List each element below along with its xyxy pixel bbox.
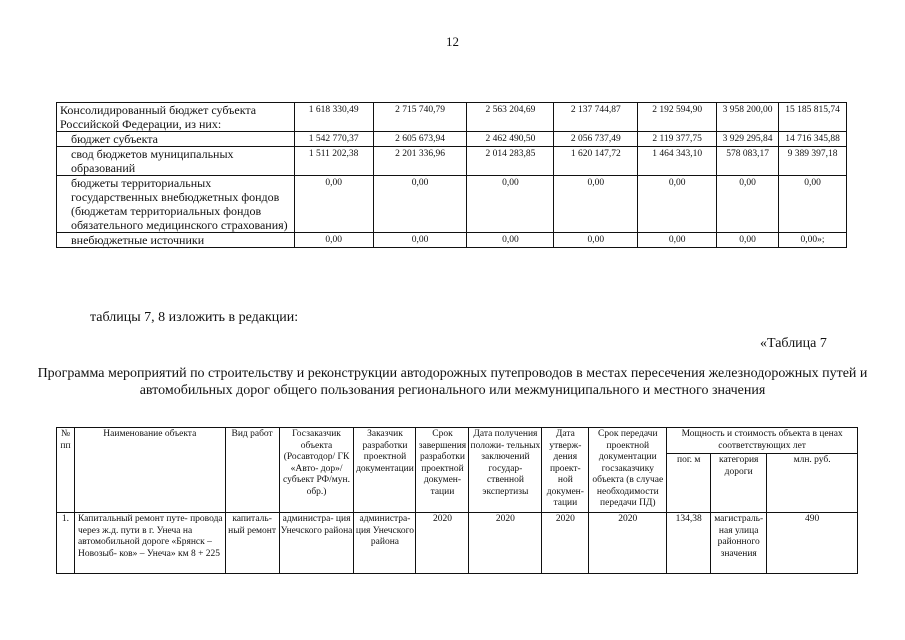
budget-value: 2 014 283,85 (467, 147, 554, 176)
header-road-category: категория дороги (711, 454, 767, 513)
header-design-deadline: Срок завершения разработки проектной докумен- тации (416, 428, 469, 513)
header-name: Наименование объекта (74, 428, 225, 513)
budget-row-label: Консолидированный бюджет субъекта Российской Федерации, из них: (57, 103, 295, 132)
budget-value: 2 605 673,94 (373, 132, 467, 147)
budget-value: 0,00»; (779, 233, 847, 248)
budget-value: 1 618 330,49 (294, 103, 373, 132)
row-approval-date: 2020 (542, 513, 589, 574)
budget-value: 15 185 815,74 (779, 103, 847, 132)
budget-value: 1 620 147,72 (554, 147, 638, 176)
row-design-customer: администра- ция Унечского района (354, 513, 416, 574)
budget-row (57, 176, 847, 233)
budget-value: 2 119 377,75 (638, 132, 717, 147)
header-length: пог. м (667, 454, 711, 513)
budget-value: 0,00 (779, 176, 847, 233)
budget-value: 578 083,17 (717, 147, 779, 176)
row-cost: 490 (767, 513, 858, 574)
header-expertise-date: Дата получения положи- тельных заключений государ- ственной экспертизы (469, 428, 542, 513)
budget-row-label: внебюджетные источники (57, 233, 295, 248)
header-capacity-group: Мощность и стоимость объекта в ценах соответствующих лет (667, 428, 858, 454)
row-road-category: магистраль- ная улица районного значения (711, 513, 767, 574)
budget-value: 2 715 740,79 (373, 103, 467, 132)
header-design-customer: Заказчик разработки проектной документации (354, 428, 416, 513)
budget-value: 1 542 770,37 (294, 132, 373, 147)
budget-row (57, 132, 847, 147)
budget-row (57, 147, 847, 176)
row-transfer-deadline: 2020 (589, 513, 667, 574)
budget-value: 3 958 200,00 (717, 103, 779, 132)
program-table (56, 427, 858, 574)
intro-text: таблицы 7, 8 изложить в редакции: (90, 310, 299, 325)
budget-value: 0,00 (294, 176, 373, 233)
budget-value: 0,00 (467, 176, 554, 233)
header-approval-date: Дата утверж- дения проект- ной докумен- тации (542, 428, 589, 513)
program-header-row (57, 428, 858, 454)
page-number: 12 (446, 34, 459, 49)
row-length: 134,38 (667, 513, 711, 574)
budget-value: 0,00 (717, 176, 779, 233)
budget-row (57, 233, 847, 248)
program-row (57, 513, 858, 574)
row-customer: администра- ция Унечского района (279, 513, 354, 574)
budget-table (56, 102, 847, 248)
row-design-deadline: 2020 (416, 513, 469, 574)
row-work-type: капиталь- ный ремонт (225, 513, 279, 574)
budget-value: 0,00 (638, 233, 717, 248)
budget-value: 0,00 (638, 176, 717, 233)
budget-value: 2 137 744,87 (554, 103, 638, 132)
row-name: Капитальный ремонт путе- провода через ж.д. пути в г. Унеча на автомобильной дороге «Брянск – Новозыб- ков» – Унеча» км 8 + 225 (74, 513, 225, 574)
header-cost: млн. руб. (767, 454, 858, 513)
budget-value: 9 389 397,18 (779, 147, 847, 176)
budget-row-label: свод бюджетов муниципальных образований (57, 147, 295, 176)
budget-value: 0,00 (373, 233, 467, 248)
budget-row-label: бюджеты территориальных государственных внебюджетных фондов (бюджетам территориальных фондов обязательного медицинского страхования) (57, 176, 295, 233)
program-title: Программа мероприятий по строительству и реконструкции автодорожных путепроводов в местах пересечения железнодорожных путей и автомобильных дорог общего пользования регионального или межмуниципального и местного значения (37, 366, 868, 398)
budget-row (57, 103, 847, 132)
row-num: 1. (57, 513, 75, 574)
budget-value: 0,00 (717, 233, 779, 248)
header-customer: Госзаказчик объекта (Росавтодор/ ГК «Авто- дор»/субъект РФ/мун. обр.) (279, 428, 354, 513)
budget-value: 0,00 (467, 233, 554, 248)
budget-value: 1 464 343,10 (638, 147, 717, 176)
budget-value: 3 929 295,84 (717, 132, 779, 147)
header-transfer-deadline: Срок передачи проектной документации госзаказчику объекта (в случае необходимости передачи ПД) (589, 428, 667, 513)
budget-row-label: бюджет субъекта (57, 132, 295, 147)
budget-value: 0,00 (373, 176, 467, 233)
budget-value: 2 201 336,96 (373, 147, 467, 176)
header-num: № пп (57, 428, 75, 513)
budget-value: 0,00 (294, 233, 373, 248)
budget-value: 2 462 490,50 (467, 132, 554, 147)
budget-value: 2 192 594,90 (638, 103, 717, 132)
budget-value: 0,00 (554, 176, 638, 233)
budget-value: 2 563 204,69 (467, 103, 554, 132)
header-work-type: Вид работ (225, 428, 279, 513)
budget-value: 2 056 737,49 (554, 132, 638, 147)
budget-value: 14 716 345,88 (779, 132, 847, 147)
table-reference: «Таблица 7 (760, 336, 827, 351)
budget-value: 1 511 202,38 (294, 147, 373, 176)
row-expertise-date: 2020 (469, 513, 542, 574)
budget-value: 0,00 (554, 233, 638, 248)
